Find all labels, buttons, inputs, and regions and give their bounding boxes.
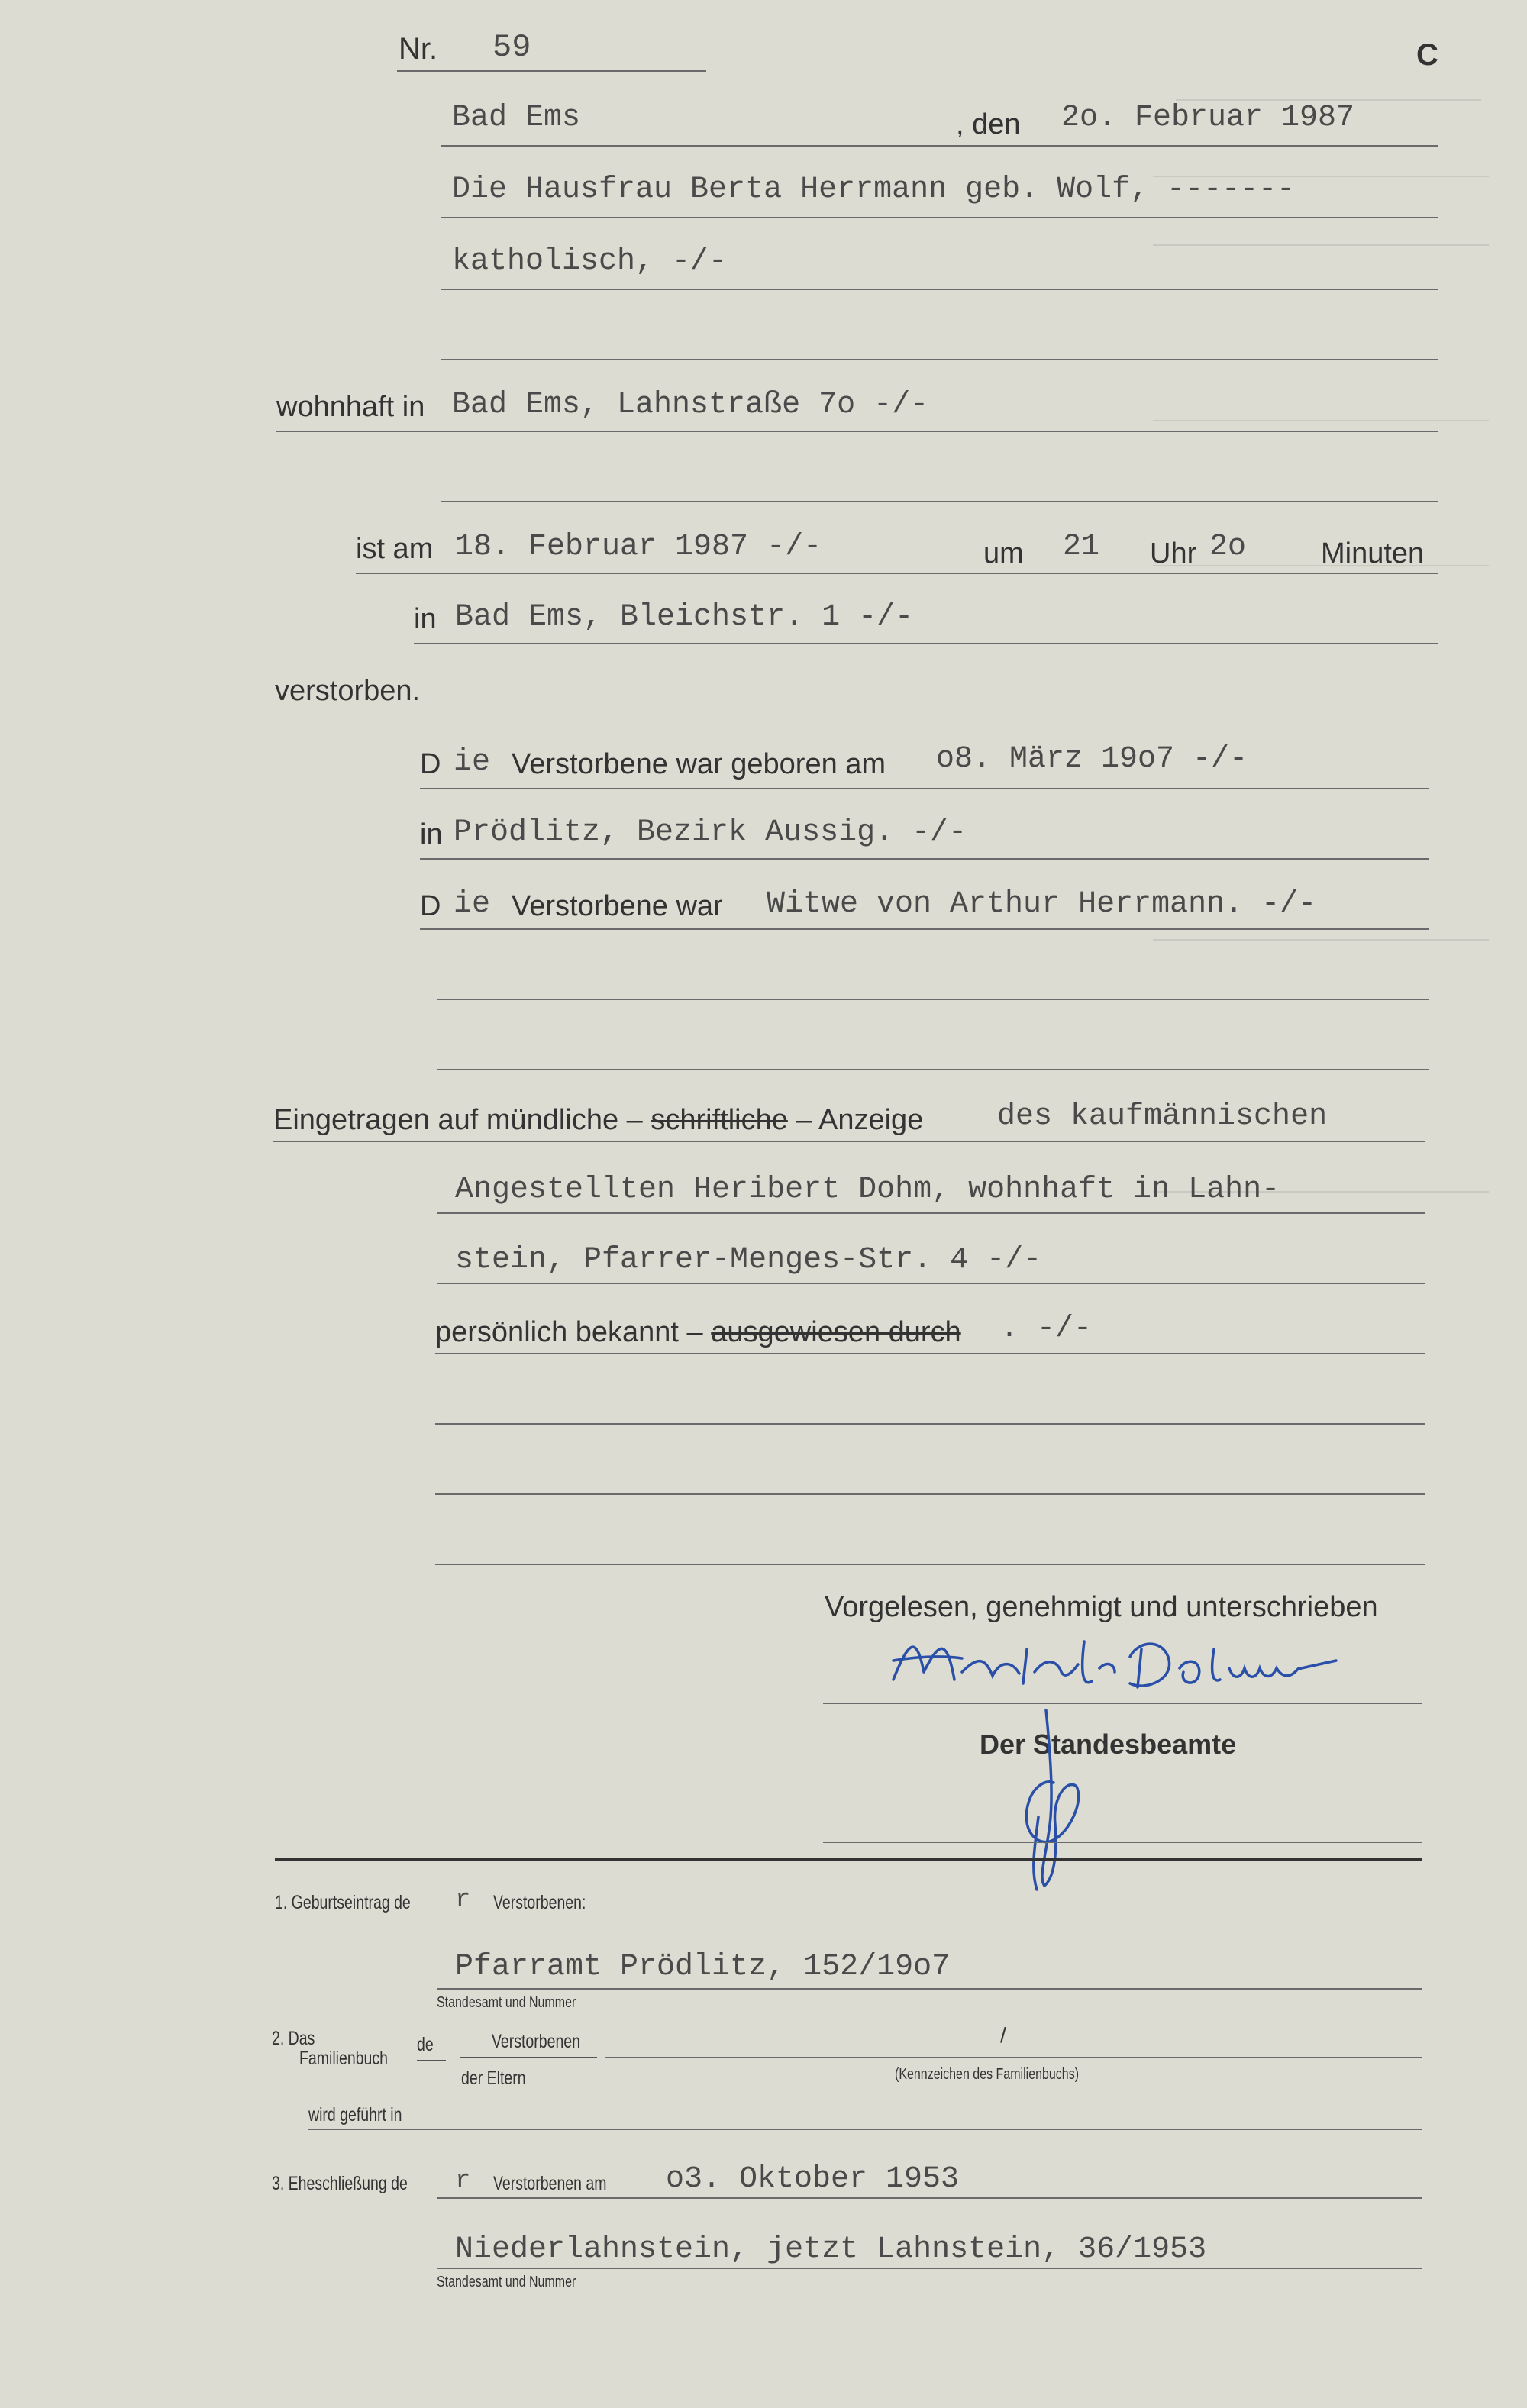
place-value: Bad Ems: [452, 101, 581, 135]
line-blank-1: [435, 1423, 1425, 1425]
footer-rule: [275, 1858, 1422, 1861]
line-signature: [823, 1703, 1422, 1704]
item3-tail: Verstorbenen am: [493, 2173, 607, 2194]
item3-r: r: [455, 2167, 471, 2196]
item1-value: Pfarramt Prödlitz, 152/19o7: [455, 1950, 951, 1984]
item2-de: de: [417, 2034, 434, 2055]
line-report-1: [273, 1141, 1425, 1142]
death-hour: 21: [1063, 530, 1100, 564]
death-place: Bad Ems, Bleichstr. 1 -/-: [455, 600, 914, 634]
item2-gefuehrt: wird geführt in: [308, 2104, 402, 2126]
wohnhaft-value: Bad Ems, Lahnstraße 7o -/-: [452, 388, 929, 422]
known-label: persönlich bekannt –: [435, 1316, 703, 1348]
report-label-a: Eingetragen auf mündliche –: [273, 1104, 643, 1136]
birth-date: o8. März 19o7 -/-: [936, 742, 1248, 776]
line-status-2: [437, 999, 1429, 1000]
item2-num: 2. Das: [272, 2028, 315, 2049]
line-birth-place: [420, 858, 1429, 860]
line-wohnhaft: [276, 431, 1438, 432]
marital-status: Witwe von Arthur Herrmann. -/-: [767, 887, 1317, 922]
item3-place: Niederlahnstein, jetzt Lahnstein, 36/1953: [455, 2232, 1207, 2267]
line-report-2: [437, 1212, 1425, 1214]
death-date: 18. Februar 1987 -/-: [455, 530, 822, 564]
item2-verstorbenen: Verstorbenen: [492, 2031, 581, 2052]
item2-bar: [460, 2057, 597, 2058]
signature-informant: [878, 1626, 1351, 1703]
item3-label: 3. Eheschließung de: [272, 2173, 408, 2194]
death-minutes: 2o: [1209, 530, 1247, 564]
item2-eltern: der Eltern: [461, 2067, 526, 2089]
item1-standesamt-nr: Standesamt und Nummer: [437, 1994, 576, 2011]
nr-label: Nr.: [399, 32, 438, 66]
item3-date: o3. Oktober 1953: [666, 2162, 960, 2197]
date-value: 2o. Februar 1987: [1061, 101, 1355, 135]
um-label: um: [983, 537, 1024, 570]
den-label: , den: [956, 108, 1021, 140]
line-item1: [437, 1988, 1422, 1990]
report-label-struck: schriftliche: [651, 1104, 788, 1136]
line-person-1: [441, 217, 1438, 218]
known-struck: ausgewiesen durch: [711, 1316, 961, 1348]
item2-familienbuch: Familienbuch: [299, 2048, 388, 2069]
line-death-place: [414, 643, 1438, 644]
status-d-label: D: [420, 890, 441, 922]
nr-value: 59: [492, 29, 531, 66]
item1-tail: Verstorbenen:: [493, 1892, 586, 1913]
item2-de-bar: [417, 2060, 446, 2061]
line-place-date: [441, 145, 1438, 147]
line-item3-place: [437, 2268, 1422, 2269]
line-death-date: [356, 573, 1438, 574]
known-line: [435, 1316, 961, 1349]
signature-text: Heribert Dohm: [878, 1626, 883, 1627]
standesbeamte-label: Der Standesbeamte: [980, 1729, 1237, 1760]
ist-am-label: ist am: [356, 533, 434, 565]
line-item2-gefuehrt: [308, 2129, 1422, 2130]
line-status: [420, 928, 1429, 930]
line-official: [823, 1842, 1422, 1843]
bleed-through: [1145, 31, 1512, 2092]
line-blank-3: [435, 1564, 1425, 1565]
line-birth-date: [420, 788, 1429, 789]
line-known: [435, 1353, 1425, 1354]
line-status-3: [437, 1069, 1429, 1070]
item1-r: r: [455, 1886, 471, 1915]
nr-underline: [397, 70, 706, 72]
report-label: [273, 1104, 923, 1137]
birth-ie-typed: ie: [454, 745, 491, 780]
line-item2: [605, 2057, 1422, 2058]
birth-place: Prödlitz, Bezirk Aussig. -/-: [454, 815, 967, 850]
report-line-2: Angestellten Heribert Dohm, wohnhaft in Lahn-: [455, 1173, 1280, 1207]
line-person-2: [441, 289, 1438, 290]
vorgelesen-text: Vorgelesen, genehmigt und unterschrieben: [825, 1591, 1378, 1623]
report-line-3: stein, Pfarrer-Menges-Str. 4 -/-: [455, 1243, 1042, 1277]
report-label-b: – Anzeige: [796, 1104, 924, 1136]
minuten-label: Minuten: [1321, 537, 1425, 570]
uhr-label: Uhr: [1150, 537, 1197, 570]
signature-official: [993, 1703, 1092, 1893]
corner-letter: C: [1416, 38, 1438, 72]
wohnhaft-label: wohnhaft in: [276, 391, 425, 423]
birth-geboren-label: Verstorbene war geboren am: [512, 748, 886, 780]
death-in-label: in: [414, 603, 437, 635]
line-report-3: [437, 1283, 1425, 1284]
report-line-1: des kaufmännischen: [997, 1099, 1328, 1134]
item2-kennzeichen: (Kennzeichen des Familienbuchs): [895, 2066, 1080, 2083]
item2-slash: /: [1000, 2023, 1006, 2047]
line-blank-2: [435, 1493, 1425, 1495]
known-tail: . -/-: [1000, 1312, 1093, 1346]
item3-standesamt-nr: Standesamt und Nummer: [437, 2274, 576, 2290]
line-person-3: [441, 359, 1438, 360]
line-wohnhaft-2: [441, 501, 1438, 502]
person-line-1: Die Hausfrau Berta Herrmann geb. Wolf, -------: [452, 173, 1296, 207]
status-war-label: Verstorbene war: [512, 890, 723, 922]
verstorben-label: verstorben.: [275, 675, 421, 707]
birth-d-label: D: [420, 748, 441, 780]
person-line-2: katholisch, -/-: [452, 244, 728, 279]
status-ie-typed: ie: [454, 887, 491, 922]
birth-in-label: in: [420, 818, 443, 851]
line-item3: [437, 2197, 1422, 2199]
item1-label: 1. Geburtseintrag de: [275, 1892, 411, 1913]
